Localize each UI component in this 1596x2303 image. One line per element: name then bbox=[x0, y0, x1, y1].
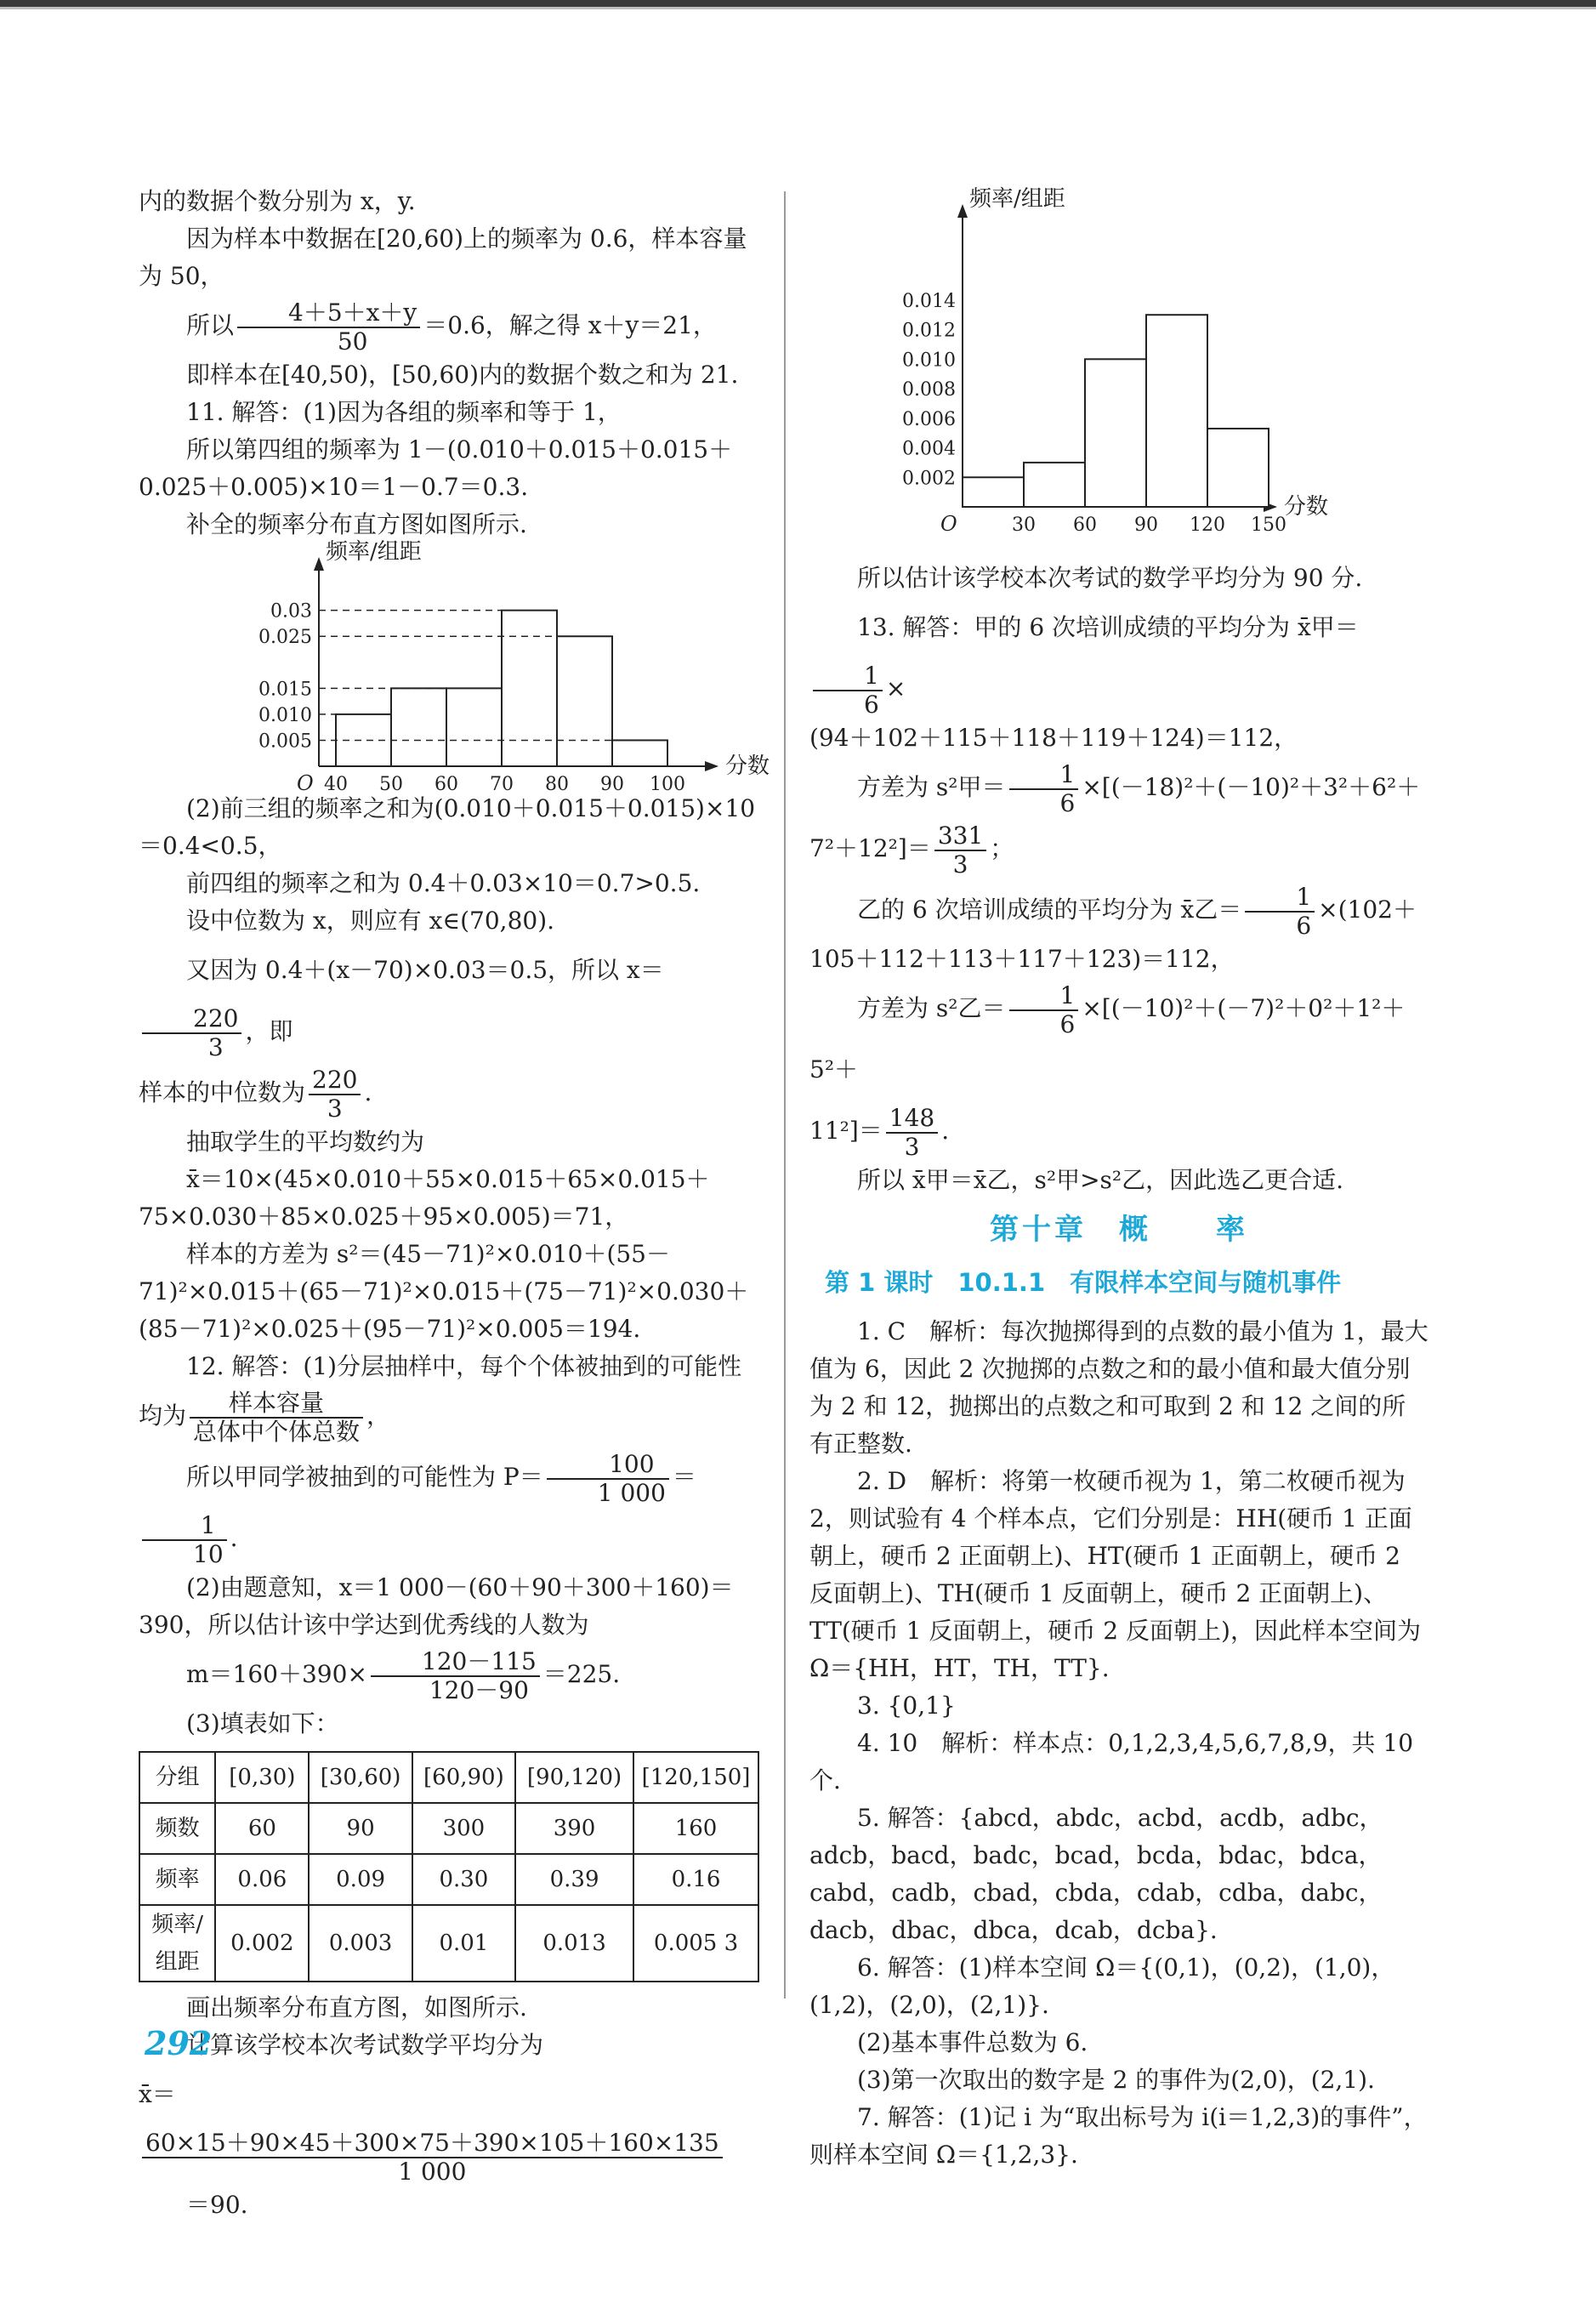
page-number: 292 bbox=[145, 2024, 213, 2062]
fraction: $\frac{148}{3}$ bbox=[886, 1105, 938, 1161]
y-tick-label: 0.002 bbox=[902, 468, 956, 490]
x-tick-label: 100 bbox=[650, 774, 685, 795]
top-border bbox=[0, 0, 1596, 7]
histogram-bar bbox=[1207, 429, 1269, 507]
answer-item: 6. 解答：(1)样本空间 Ω＝{(0,1)，(0,2)，(1,0)，(1,2)，(2,0)，(2,1)}. bbox=[809, 1953, 1395, 2019]
answer-item: 5. 解答：{abcd，abdc，acbd，acdb，adbc，adcb，bacd，badc，bcad，bcda，bdac，bdca，cabd，cadb，cbad，cbda，cdab，cdba，dabc，dacb，dbac，dbca，dcab，dcba}. bbox=[809, 1804, 1383, 1944]
x-tick-label: 70 bbox=[490, 774, 514, 795]
y-tick-label: 0.004 bbox=[902, 438, 956, 460]
fraction: $\frac{331}{3}$ bbox=[934, 822, 986, 879]
table-cell: 频率/组距 bbox=[139, 1905, 215, 1982]
text-line: 设中位数为 x，则应有 x∈(70,80). bbox=[186, 907, 555, 935]
text-line: 即样本在[40,50)，[50,60)内的数据个数之和为 21. bbox=[186, 361, 739, 389]
answer-item: (3)第一次取出的数字是 2 的事件为(2,0)，(2,1). bbox=[857, 2066, 1375, 2094]
table-cell: 60 bbox=[215, 1803, 309, 1854]
fraction: $\frac{1}{6}$ bbox=[1245, 884, 1315, 940]
x-tick-label: 60 bbox=[1073, 515, 1097, 536]
x-tick-label: 90 bbox=[1134, 515, 1158, 536]
x-axis-label: 分数 bbox=[725, 753, 770, 779]
table-row bbox=[139, 1854, 758, 1905]
fraction: $\frac{220}{3}$ bbox=[309, 1066, 361, 1123]
y-tick-label: 0.03 bbox=[270, 600, 312, 623]
formula-line: 均为 $\frac{\text{样本容量}}{\text{总体中个体总数}}$ ， bbox=[139, 1388, 391, 1446]
x-tick-label: 80 bbox=[545, 774, 569, 795]
text-line: 内的数据个数分别为 x，y. bbox=[139, 187, 416, 215]
answer-11-heading: 11. 解答：(1)因为各组的频率和等于 1， bbox=[186, 398, 622, 426]
formula-line: 所以 $\frac{4+5+x+y}{50}$ ＝0.6，解之得 x＋y＝21， bbox=[186, 298, 717, 355]
formula-line: 所以甲同学被抽到的可能性为 P＝ $\frac{100}{1 000}$ ＝ $\frac{1}{10}$ . bbox=[139, 1447, 759, 1569]
text-line: (2)前三组的频率之和为(0.010＋0.015＋0.015)×10＝0.4<0.5， bbox=[139, 794, 756, 860]
formula-line: x̄＝ $\frac{60\times 15+90\times 45+300\times 75+390\times 105+160\times 135}{1 000}$ bbox=[139, 2064, 759, 2186]
answer-item: 1. C 解析：每次抛掷得到的点数的最小值为 1，最大值为 6，因此 2 次抛掷的点数之和的最小值和最大值分别为 2 和 12，抛掷出的点数之和可取到 2 和 12 之间的所有正整数. bbox=[809, 1317, 1428, 1458]
x-axis-arrow-icon bbox=[705, 761, 718, 771]
histogram-bar bbox=[446, 688, 502, 766]
text-line: 所以估计该学校本次考试的数学平均分为 90 分. bbox=[857, 564, 1363, 592]
table-cell: 90 bbox=[309, 1803, 412, 1854]
text-line: 所以第四组的频率为 1－(0.010＋0.015＋0.015＋0.025＋0.005)×10＝1－0.7＝0.3. bbox=[139, 435, 733, 501]
x-tick-label: 30 bbox=[1012, 515, 1036, 536]
x-tick-label: 40 bbox=[324, 774, 348, 795]
y-tick-label: 0.014 bbox=[902, 290, 956, 312]
histogram-bar bbox=[1024, 463, 1085, 507]
histogram-bar bbox=[391, 688, 446, 766]
table-header-cell: [120,150] bbox=[633, 1752, 758, 1803]
table-cell: 300 bbox=[412, 1803, 515, 1854]
x-tick-label: 120 bbox=[1190, 515, 1225, 536]
y-axis-arrow-icon bbox=[314, 557, 324, 571]
x-tick-label: 150 bbox=[1251, 515, 1286, 536]
x-axis-label: 分数 bbox=[1284, 494, 1329, 520]
table-header-cell: [30,60) bbox=[309, 1752, 412, 1803]
text-line: 补全的频率分布直方图如图所示. bbox=[186, 510, 527, 538]
y-tick-label: 0.012 bbox=[902, 320, 956, 342]
table-row bbox=[139, 1752, 758, 1803]
table-cell: 0.013 bbox=[515, 1905, 633, 1982]
frequency-table bbox=[139, 1751, 759, 1982]
fraction: $\frac{1}{6}$ bbox=[813, 662, 883, 719]
answer-item: (2)基本事件总数为 6. bbox=[857, 2028, 1088, 2056]
fraction: $\frac{\text{样本容量}}{\text{总体中个体总数}}$ bbox=[190, 1390, 363, 1446]
table-cell: 0.003 bbox=[309, 1905, 412, 1982]
answer-item: 2. D 解析：将第一枚硬币视为 1，第二枚硬币视为 2，则试验有 4 个样本点，它们分别是：HH(硬币 1 正面朝上，硬币 2 正面朝上)、HT(硬币 1 正面朝上，硬币 2 反面朝上)、TH(硬币 1 反面朝上，硬币 2 正面朝上)、TT(硬币 1 反面朝上，硬币 2 反面朝上)，因此样本空间为 Ω＝{HH，HT，TH，TT}. bbox=[809, 1467, 1421, 1682]
y-tick-label: 0.010 bbox=[258, 704, 312, 726]
top-border-shadow bbox=[0, 7, 1596, 9]
text-line: x̄＝10×(45×0.010＋55×0.015＋65×0.015＋75×0.030＋85×0.025＋95×0.005)＝71， bbox=[139, 1165, 710, 1231]
text-line: 所以 x̄甲＝x̄乙，s²甲>s²乙，因此选乙更合适. bbox=[857, 1166, 1344, 1194]
y-tick-label: 0.006 bbox=[902, 408, 956, 430]
histogram-bar bbox=[502, 611, 557, 766]
column-divider bbox=[784, 191, 786, 1999]
table-cell: 390 bbox=[515, 1803, 633, 1854]
table-header-cell: [90,120) bbox=[515, 1752, 633, 1803]
y-tick-label: 0.015 bbox=[258, 679, 312, 701]
y-axis-label: 频率/组距 bbox=[969, 186, 1065, 212]
histogram-bar bbox=[1085, 359, 1146, 507]
table-row bbox=[139, 1905, 758, 1982]
text-line: (94＋102＋115＋118＋119＋124)＝112， bbox=[809, 724, 1298, 752]
right-column bbox=[809, 186, 1428, 2174]
chapter-title: 第十章 概 率 bbox=[990, 1213, 1248, 1247]
table-cell: 0.30 bbox=[412, 1854, 515, 1905]
fraction: $\frac{1}{6}$ bbox=[1009, 761, 1079, 817]
text-line: 105＋112＋113＋117＋123)＝112， bbox=[809, 945, 1235, 973]
table-cell: 0.16 bbox=[633, 1854, 758, 1905]
fraction: $\frac{220}{3}$ bbox=[142, 1005, 241, 1061]
answer-item: 7. 解答：(1)记 i 为“取出标号为 i(i＝1,2,3)的事件”，则样本空间 Ω＝{1,2,3}. bbox=[809, 2103, 1428, 2169]
table-header-cell: [0,30) bbox=[215, 1752, 309, 1803]
table-cell: 0.005 3 bbox=[633, 1905, 758, 1982]
left-column bbox=[139, 183, 770, 2224]
text-line: 因为样本中数据在[20,60)上的频率为 0.6，样本容量为 50， bbox=[139, 225, 747, 290]
table-cell: 0.002 bbox=[215, 1905, 309, 1982]
origin-label: O bbox=[940, 512, 957, 536]
fraction: $\frac{1}{10}$ bbox=[142, 1512, 227, 1568]
y-tick-label: 0.025 bbox=[258, 627, 312, 649]
text-line: 样本的方差为 s²＝(45－71)²×0.010＋(55－71)²×0.015＋(65－71)²×0.015＋(75－71)²×0.030＋(85－71)²×0.025＋(95－71)²×0.005＝194. bbox=[139, 1240, 749, 1343]
formula-line: 7²＋12²]＝ $\frac{331}{3}$ ； bbox=[809, 821, 1014, 879]
table-cell: 频率 bbox=[139, 1854, 215, 1905]
table-cell: 0.06 bbox=[215, 1854, 309, 1905]
answer-item: 4. 10 解析：样本点：0,1,2,3,4,5,6,7,8,9，共 10 个. bbox=[809, 1729, 1414, 1794]
histogram-bar bbox=[963, 477, 1024, 507]
text-line: (2)由题意知，x＝1 000－(60＋90＋300＋160)＝390，所以估计该中学达到优秀线的人数为 bbox=[139, 1573, 734, 1639]
table-cell: 0.09 bbox=[309, 1854, 412, 1905]
table-cell: 频数 bbox=[139, 1803, 215, 1854]
table-cell: 160 bbox=[633, 1803, 758, 1854]
text-line: (3)填表如下： bbox=[186, 1709, 339, 1737]
formula-line: 13. 解答：甲的 6 次培训成绩的平均分为 x̄甲＝ $\frac{1}{6}$ × bbox=[809, 597, 1428, 719]
fraction: $\frac{100}{1 000}$ bbox=[547, 1451, 669, 1507]
origin-label: O bbox=[297, 771, 314, 795]
table-cell: 0.01 bbox=[412, 1905, 515, 1982]
fraction: $\frac{60\times 15+90\times 45+300\times 75+390\times 105+160\times 135}{1 000}$ bbox=[142, 2130, 723, 2186]
histogram-bar bbox=[1146, 315, 1207, 507]
histogram-bar bbox=[612, 740, 667, 766]
fraction: $\frac{4+5+x+y}{50}$ bbox=[237, 299, 420, 355]
text-line: 计算该学校本次考试数学平均分为 bbox=[186, 2031, 544, 2059]
section-title: 第 1 课时 10.1.1 有限样本空间与随机事件 bbox=[825, 1268, 1342, 1297]
y-axis-label: 频率/组距 bbox=[326, 539, 422, 565]
formula-line: 乙的 6 次培训成绩的平均分为 x̄乙＝ $\frac{1}{6}$ ×(102＋ bbox=[857, 882, 1417, 940]
table-header-cell: [60,90) bbox=[412, 1752, 515, 1803]
answer-12-heading: 12. 解答：(1)分层抽样中，每个个体被抽到的可能性 bbox=[186, 1352, 742, 1380]
y-tick-label: 0.010 bbox=[902, 350, 956, 372]
x-tick-label: 60 bbox=[434, 774, 458, 795]
y-tick-label: 0.005 bbox=[258, 731, 312, 753]
formula-line: 样本的中位数为 $\frac{220}{3}$ . bbox=[139, 1065, 372, 1123]
y-axis-arrow-icon bbox=[957, 204, 968, 218]
formula-line: 11²]＝ $\frac{148}{3}$ . bbox=[809, 1103, 950, 1161]
histogram-bar bbox=[557, 636, 612, 766]
formula-line: 方差为 s²甲＝ $\frac{1}{6}$ ×[(－18)²＋(－10)²＋3²＋6²＋ bbox=[857, 759, 1421, 817]
fraction: $\frac{1}{6}$ bbox=[1009, 982, 1079, 1038]
text-line: 抽取学生的平均数约为 bbox=[186, 1128, 425, 1156]
y-tick-label: 0.008 bbox=[902, 379, 956, 401]
formula-line: 方差为 s²乙＝ $\frac{1}{6}$ ×[(－10)²＋(－7)²＋0²＋1²＋5²＋ bbox=[809, 981, 1406, 1083]
answer-item: 3. {0,1} bbox=[857, 1692, 956, 1720]
x-tick-label: 50 bbox=[379, 774, 403, 795]
table-cell: 0.39 bbox=[515, 1854, 633, 1905]
fraction: $\frac{120-115}{120-90}$ bbox=[371, 1648, 540, 1704]
text-line: ＝90. bbox=[186, 2191, 248, 2219]
text-line: 画出频率分布直方图，如图所示. bbox=[186, 1993, 527, 2022]
x-tick-label: 90 bbox=[600, 774, 624, 795]
table-header-cell: 分组 bbox=[139, 1752, 215, 1803]
table-row bbox=[139, 1803, 758, 1854]
histogram-chart-2 bbox=[809, 186, 1428, 560]
formula-line: m＝160＋390× $\frac{120-115}{120-90}$ ＝225. bbox=[186, 1646, 621, 1704]
formula-line: 又因为 0.4＋(x－70)×0.03＝0.5，所以 x＝ $\frac{220}{3}$ ，即 bbox=[139, 940, 759, 1062]
text-line: 前四组的频率之和为 0.4＋0.03×10＝0.7>0.5. bbox=[186, 869, 701, 897]
histogram-chart-1 bbox=[139, 539, 770, 795]
